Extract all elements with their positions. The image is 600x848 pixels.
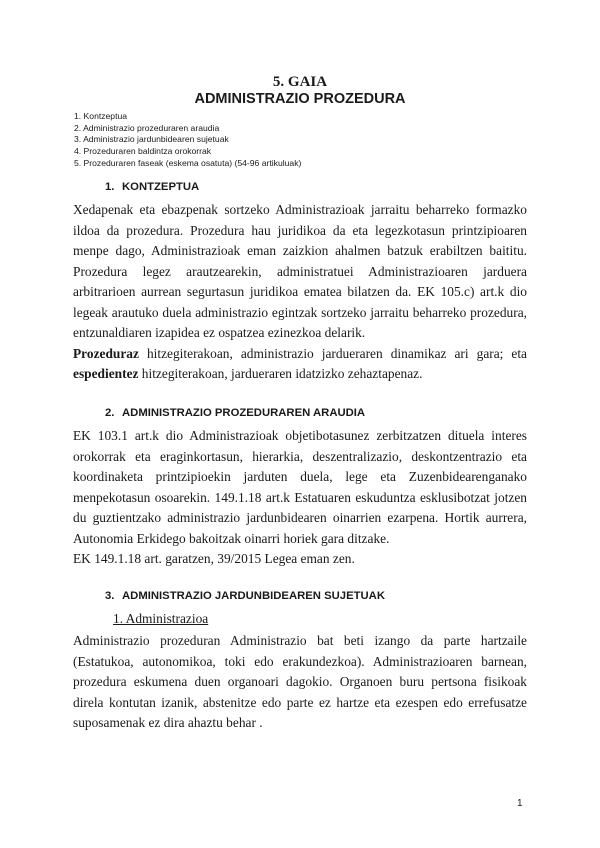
term: espedientez: [73, 366, 139, 381]
paragraph-line: orokorrak eta eraginkortasun, hierarkia, deszentralizazio, deskontzentrazio eta: [73, 448, 527, 464]
section-title: KONTZEPTUA: [122, 181, 200, 193]
paragraph-line: ildoa da prozedura. Prozedura hau juridikoa da eta legezkotasun printzipioaren: [73, 222, 527, 238]
term: Prozeduraz: [73, 345, 139, 361]
section-number: 2.: [105, 407, 115, 419]
paragraph-line: EK 103.1 art.k dio Administrazioak objetibotasunez zerbitzatzen dituela interes: [73, 428, 527, 443]
definition-text: hitzegiterakoan, administrazio jardueraren dinamikaz ari gara; eta: [138, 345, 527, 361]
paragraph-line: Administrazio prozeduran Administrazio bat beti izango da parte hartzaile: [73, 633, 527, 648]
definition-text: hitzegiterakoan, jardueraren idatzizko zehaztapenaz.: [138, 366, 423, 381]
section-1-heading: [105, 181, 199, 193]
section-1-body: [73, 200, 527, 385]
paragraph-line: koordinaketa printzipioekin jarduten duela, lege eta Zuzenbidearenganako: [73, 469, 527, 484]
section-2-body: [73, 426, 527, 570]
section-number: 1.: [105, 181, 115, 193]
section-number: 3.: [105, 590, 115, 602]
paragraph-line: direla kontutan izanik, abstenitze edo parte ez hartze eta ezespen edo errefusatze: [73, 694, 527, 710]
paragraph-line: (Estatukoa, autonomikoa, toki edo erakundezkoa). Administrazioaren barnean,: [73, 653, 527, 669]
toc-item: 5. Prozeduraren faseak (eskema osatuta) (54-96 artikuluak): [74, 157, 302, 168]
section-2-heading: [105, 407, 365, 419]
page-number: 1: [517, 798, 523, 809]
toc-item: 4. Prozeduraren baldintza orokorrak: [74, 146, 212, 157]
document-title: ADMINISTRAZIO PROZEDURA: [194, 91, 406, 107]
paragraph-line: suposamenak ez dira ahaztu behar .: [73, 715, 263, 730]
paragraph-line: entzunaldiaren izapidea ez ospatzea ezinezkoa delarik.: [73, 325, 366, 340]
paragraph-line: du guztientzako administrazio jardunbidearen oinarrien ezarpena. Hortik aurrera,: [73, 510, 527, 525]
table-of-contents: [74, 111, 301, 170]
section-3-heading: [105, 590, 385, 602]
section-3-body: [73, 631, 527, 734]
paragraph-line: Autonomia Erkidego bakoitzak oinarri horiek gara ditzake.: [73, 530, 390, 546]
paragraph-line: arbitrarioen aurrean segurtasun juridikoa ematea bilatzen da. EK 105.c) art.k dio: [73, 284, 527, 299]
toc-item: 2. Administrazio prozeduraren araudia: [74, 122, 220, 133]
paragraph-line: legeak arautuko duela administrazio egintzak sortzeko jarraitu beharreko prozedura,: [73, 304, 527, 320]
definition-line: [73, 364, 527, 385]
paragraph-line: Prozedura legez arautzearekin, administratuei Administrazioaren jarduera: [73, 263, 527, 279]
section-title: ADMINISTRAZIO PROZEDURAREN ARAUDIA: [122, 407, 366, 419]
paragraph-line: EK 149.1.18 art. garatzen, 39/2015 Legea eman zen.: [73, 551, 355, 566]
paragraph-line: prozedura eskumena duen organoari dagokio. Organoen buru pertsona fisikoak: [73, 674, 527, 689]
definition-line: [73, 344, 527, 365]
paragraph-line: Xedapenak eta ebazpenak sortzeko Administrazioak jarraitu beharreko formazko: [73, 202, 527, 217]
paragraph-line: menpe dago, Administrazioak eman zaizkion ahalmen batzuk erabiltzen baititu.: [73, 243, 527, 258]
section-title: ADMINISTRAZIO JARDUNBIDEAREN SUJETUAK: [122, 590, 385, 602]
toc-item: 3. Administrazio jardunbidearen sujetuak: [74, 134, 229, 145]
subsection-heading: 1. Administrazioa: [113, 611, 209, 626]
toc-item: 1. Kontzeptua: [74, 111, 128, 121]
chapter-title: 5. GAIA: [272, 74, 328, 90]
paragraph-line: menpekotasun osoarekin. 149.1.18 art.k Estatuaren eskuduntza esklusibotzat jotzen: [73, 489, 527, 505]
